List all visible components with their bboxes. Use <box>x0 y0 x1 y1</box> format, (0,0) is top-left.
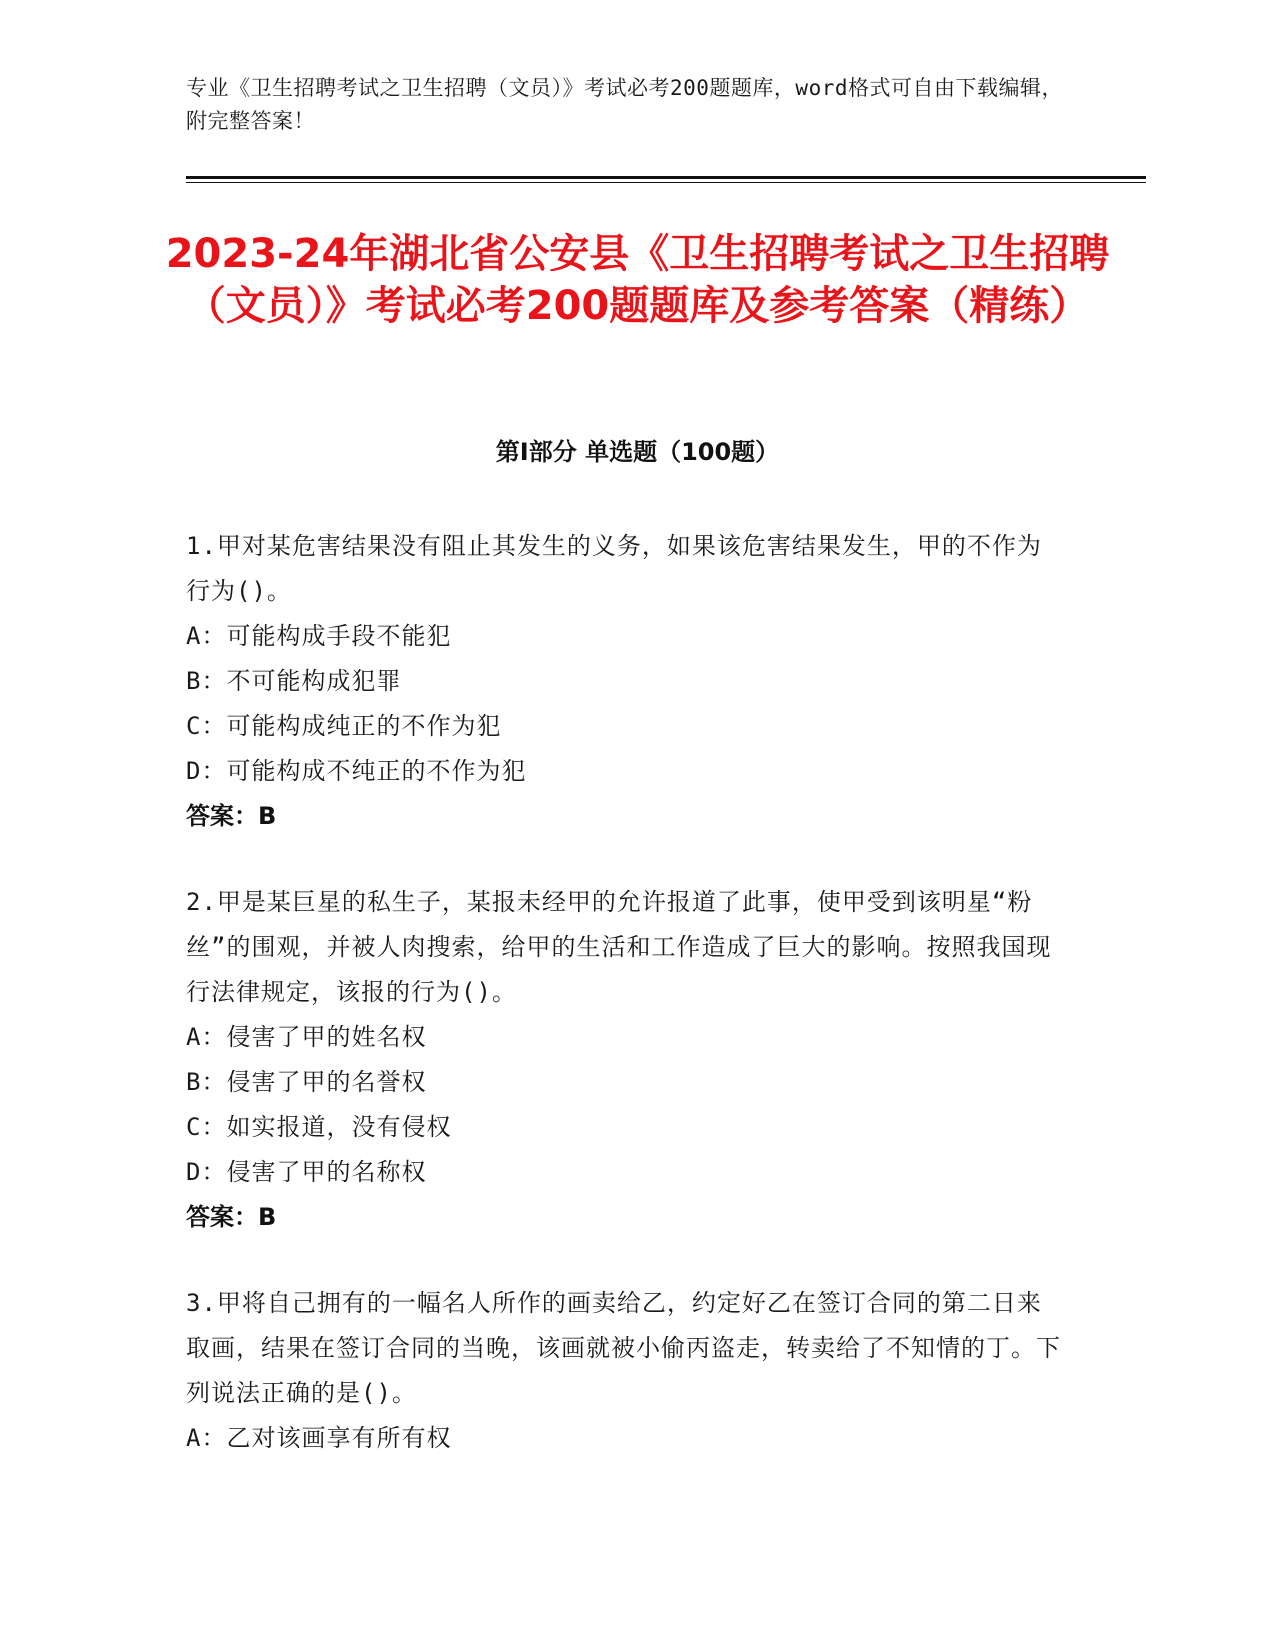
header-rule-thin <box>186 182 1146 183</box>
option-b: B：不可能构成犯罪 <box>186 667 402 695</box>
option-c: C：可能构成纯正的不作为犯 <box>186 712 502 740</box>
question-list <box>186 524 1066 1502</box>
section-heading: 第I部分 单选题（100题） <box>495 438 780 466</box>
header-rule-thick <box>186 176 1146 179</box>
option-b: B：侵害了甲的名誉权 <box>186 1068 427 1096</box>
answer-line: 答案：B <box>186 1203 277 1231</box>
header-note: 专业《卫生招聘考试之卫生招聘（文员）》考试必考200题题库，word格式可自由下载编辑，附完整答案！ <box>186 76 1063 133</box>
option-a: A：可能构成手段不能犯 <box>186 622 452 650</box>
answer-line: 答案：B <box>186 802 277 830</box>
question-text: 1.甲对某危害结果没有阻止其发生的义务，如果该危害结果发生，甲的不作为行为()。 <box>186 532 1042 605</box>
option-a: A：乙对该画享有所有权 <box>186 1424 452 1452</box>
option-d: D：侵害了甲的名称权 <box>186 1158 427 1186</box>
question-item <box>186 524 1066 839</box>
option-c: C：如实报道，没有侵权 <box>186 1113 452 1141</box>
document-title: 2023-24年湖北省公安县《卫生招聘考试之卫生招聘（文员）》考试必考200题题库及参考答案（精练） <box>165 231 1110 329</box>
option-d: D：可能构成不纯正的不作为犯 <box>186 757 527 785</box>
question-text: 2.甲是某巨星的私生子，某报未经甲的允许报道了此事，使甲受到该明星“粉丝”的围观，并被人肉搜索，给甲的生活和工作造成了巨大的影响。按照我国现行法律规定，该报的行为()。 <box>186 888 1052 1006</box>
question-text: 3.甲将自己拥有的一幅名人所作的画卖给乙，约定好乙在签订合同的第二日来取画，结果在签订合同的当晚，该画就被小偷丙盗走，转卖给了不知情的丁。下列说法正确的是()。 <box>186 1289 1061 1407</box>
question-item <box>186 1281 1066 1461</box>
question-item <box>186 880 1066 1240</box>
option-a: A：侵害了甲的姓名权 <box>186 1023 427 1051</box>
